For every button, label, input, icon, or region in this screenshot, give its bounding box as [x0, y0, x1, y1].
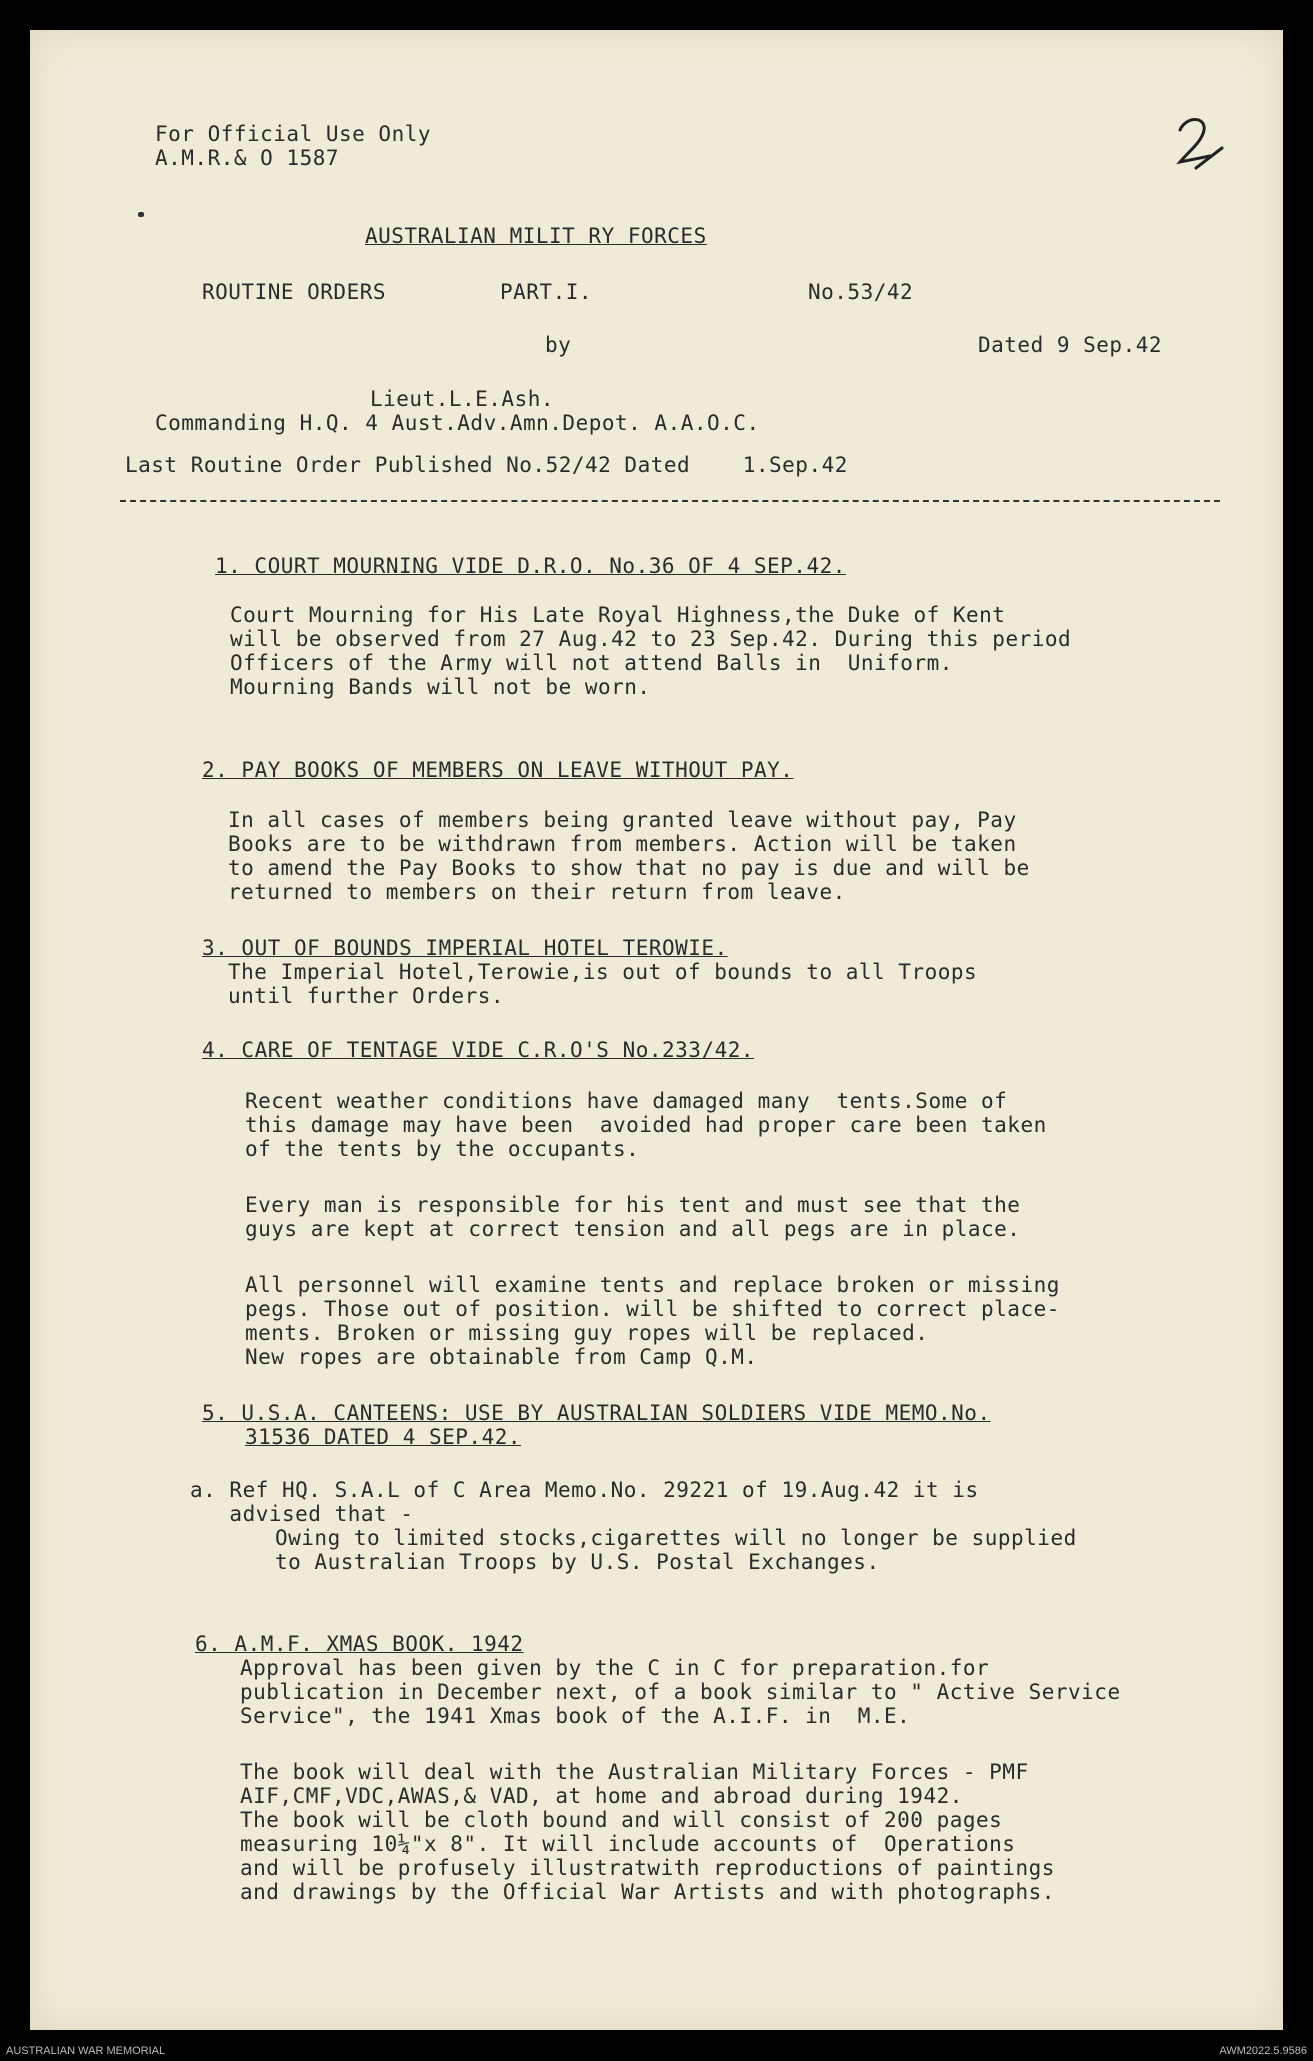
order-5-line: to Australian Troops by U.S. Postal Exchanges.	[275, 1550, 880, 1574]
routine-orders-label: ROUTINE ORDERS	[202, 280, 387, 304]
handwritten-page-number-icon	[1170, 112, 1230, 172]
order-4-line: ments. Broken or missing guy ropes will be replaced.	[245, 1321, 929, 1345]
commanding-line: Commanding H.Q. 4 Aust.Adv.Amn.Depot. A.A.O.C.	[155, 411, 760, 435]
ink-mark	[138, 212, 144, 217]
order-5-line: Owing to limited stocks,cigarettes will no longer be supplied	[275, 1526, 1077, 1550]
order-6-heading: 6. A.M.F. XMAS BOOK. 1942	[195, 1632, 524, 1656]
order-4-line: pegs. Those out of position. will be shifted to correct place-	[245, 1297, 1060, 1321]
footer-accession-number: AWM2022.5.9586	[1219, 2045, 1307, 2057]
order-6-line: and drawings by the Official War Artists and with photographs.	[240, 1880, 1055, 1904]
order-6-line: and will be profusely illustratwith reproductions of paintings	[240, 1856, 1055, 1880]
order-2-heading: 2. PAY BOOKS OF MEMBERS ON LEAVE WITHOUT PAY.	[202, 758, 794, 782]
separator-rule	[120, 500, 1220, 502]
order-6-line: Service", the 1941 Xmas book of the A.I.F. in M.E.	[240, 1704, 911, 1728]
order-date: Dated 9 Sep.42	[978, 333, 1163, 357]
order-2-line: returned to members on their return from leave.	[228, 880, 846, 904]
part-label: PART.I.	[500, 280, 593, 304]
order-2-line: Books are to be withdrawn from members. Action will be taken	[228, 832, 1017, 856]
order-5-line: advised that -	[190, 1502, 414, 1526]
order-5-line: a. Ref HQ. S.A.L of C Area Memo.No. 29221 of 19.Aug.42 it is	[190, 1478, 979, 1502]
order-1-line: Mourning Bands will not be worn.	[230, 675, 651, 699]
amr-reference: A.M.R.& O 1587	[155, 146, 340, 170]
order-3-line: The Imperial Hotel,Terowie,is out of bounds to all Troops	[228, 960, 978, 984]
officer-name: Lieut.L.E.Ash.	[370, 387, 555, 411]
order-4-line: Recent weather conditions have damaged many tents.Some of	[245, 1089, 1008, 1113]
order-6-line: AIF,CMF,VDC,AWAS,& VAD, at home and abroad during 1942.	[240, 1784, 963, 1808]
order-6-line: publication in December next, of a book similar to " Active Service	[240, 1680, 1121, 1704]
order-6-line: The book will be cloth bound and will consist of 200 pages	[240, 1808, 1003, 1832]
order-3-heading: 3. OUT OF BOUNDS IMPERIAL HOTEL TEROWIE.	[202, 936, 728, 960]
order-4-line: this damage may have been avoided had proper care been taken	[245, 1113, 1047, 1137]
order-3-line: until further Orders.	[228, 984, 505, 1008]
order-1-heading: 1. COURT MOURNING VIDE D.R.O. No.36 OF 4 SEP.42.	[215, 554, 846, 578]
order-2-line: to amend the Pay Books to show that no pay is due and will be	[228, 856, 1030, 880]
official-use-line: For Official Use Only	[155, 122, 432, 146]
order-6-line: measuring 10¼"x 8". It will include accounts of Operations	[240, 1832, 1016, 1856]
order-6-line: The book will deal with the Australian Military Forces - PMF	[240, 1760, 1029, 1784]
order-6-line: Approval has been given by the C in C for preparation.for	[240, 1656, 990, 1680]
order-number: No.53/42	[808, 280, 914, 304]
order-4-line: of the tents by the occupants.	[245, 1137, 640, 1161]
document-page	[30, 30, 1283, 2030]
order-1-line: will be observed from 27 Aug.42 to 23 Sep.42. During this period	[230, 627, 1072, 651]
order-1-line: Court Mourning for His Late Royal Highness,the Duke of Kent	[230, 603, 1006, 627]
order-2-line: In all cases of members being granted leave without pay, Pay	[228, 808, 1017, 832]
by-label: by	[545, 333, 572, 357]
order-4-heading: 4. CARE OF TENTAGE VIDE C.R.O'S No.233/42.	[202, 1038, 755, 1062]
order-4-line: New ropes are obtainable from Camp Q.M.	[245, 1345, 758, 1369]
order-1-line: Officers of the Army will not attend Balls in Uniform.	[230, 651, 953, 675]
order-4-line: All personnel will examine tents and replace broken or missing	[245, 1273, 1060, 1297]
order-5-heading-continued: 31536 DATED 4 SEP.42.	[245, 1425, 522, 1449]
order-4-line: Every man is responsible for his tent and must see that the	[245, 1193, 1021, 1217]
order-5-heading: 5. U.S.A. CANTEENS: USE BY AUSTRALIAN SOLDIERS VIDE MEMO.No.	[202, 1401, 991, 1425]
order-4-line: guys are kept at correct tension and all pegs are in place.	[245, 1217, 1021, 1241]
footer-institution: AUSTRALIAN WAR MEMORIAL	[6, 2045, 166, 2057]
forces-title: AUSTRALIAN MILIT RY FORCES	[365, 224, 707, 248]
last-routine-order: Last Routine Order Published No.52/42 Dated 1.Sep.42	[125, 453, 848, 477]
